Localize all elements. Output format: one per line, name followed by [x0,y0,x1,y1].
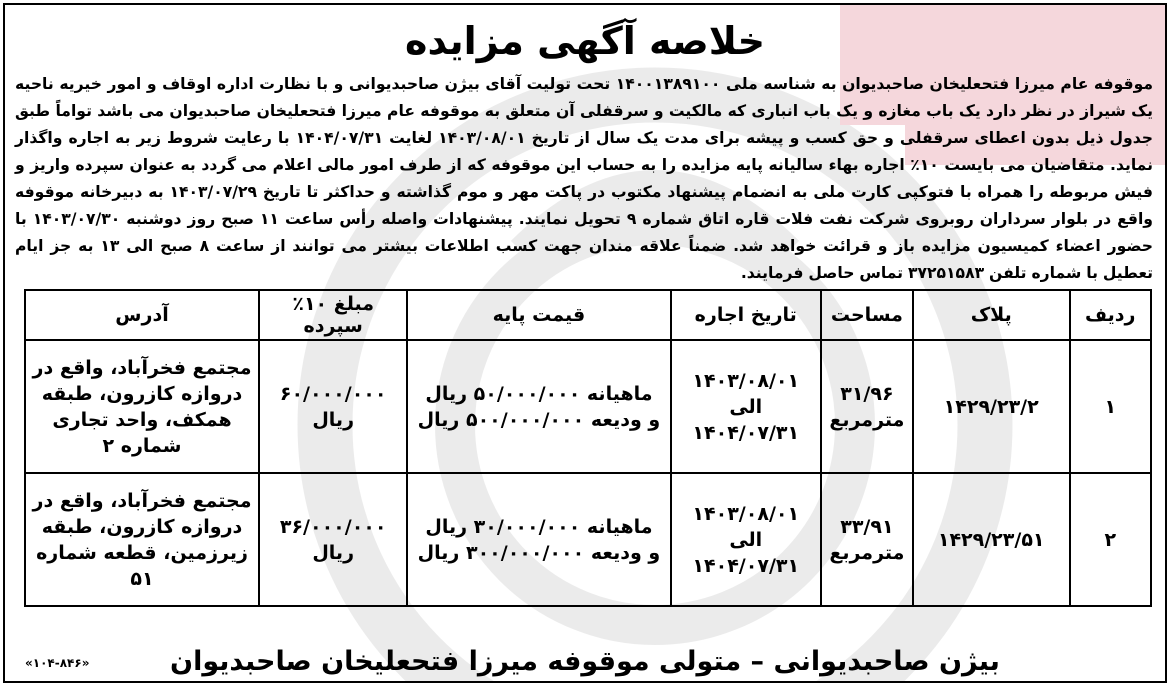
cell-address: مجتمع فخرآباد، واقع در دروازه کازرون، طبقه همکف، واحد تجاری شماره ۲ [25,340,259,473]
header-plate: پلاک [913,290,1070,340]
date-separator: الی [729,528,763,551]
ad-title: خلاصه آگهی مزایده [405,19,765,63]
header-lease-date: تاریخ اجاره [671,290,821,340]
cell-base-price [407,340,670,473]
cell-row-number: ۱ [1070,340,1151,473]
deposit-unit: ریال [312,408,355,431]
cell-base-price [407,473,670,606]
area-unit: مترمربع [829,408,905,431]
cell-address: مجتمع فخرآباد، واقع در دروازه کازرون، طبقه زیرزمین، قطعه شماره ۵۱ [25,473,259,606]
date-to: ۱۴۰۴/۰۷/۳۱ [692,554,800,577]
price-deposit: و ودیعه ۳۰۰/۰۰۰/۰۰۰ ریال [417,541,661,564]
deposit-amount: ۶۰/۰۰۰/۰۰۰ [279,382,387,405]
date-separator: الی [729,395,763,418]
deposit-amount: ۳۶/۰۰۰/۰۰۰ [279,515,387,538]
price-monthly: ماهیانه ۳۰/۰۰۰/۰۰۰ ریال [425,515,653,538]
table-row [25,340,1151,473]
ad-code: «۱۰۴-۸۴۶» [25,656,90,670]
date-to: ۱۴۰۴/۰۷/۳۱ [692,421,800,444]
cell-area [821,340,913,473]
header-area: مساحت [821,290,913,340]
table-header-row [25,290,1151,340]
header-deposit: مبلغ ۱۰٪ سپرده [259,290,407,340]
price-monthly: ماهیانه ۵۰/۰۰۰/۰۰۰ ریال [425,382,653,405]
ad-frame [3,3,1167,683]
cell-lease-date [671,473,821,606]
ad-signature: بیژن صاحبدیوانی – متولی موقوفه میرزا فتحعلیخان صاحبدیوان [170,646,1000,677]
cell-plate: ۱۴۲۹/۲۳/۲ [913,340,1070,473]
area-value: ۳۱/۹۶ [840,382,894,405]
date-from: ۱۴۰۳/۰۸/۰۱ [692,502,800,525]
area-value: ۳۳/۹۱ [840,515,894,538]
cell-lease-date [671,340,821,473]
deposit-unit: ریال [312,541,355,564]
table-row [25,473,1151,606]
auction-table [24,289,1152,607]
header-row-number: ردیف [1070,290,1151,340]
cell-deposit [259,340,407,473]
cell-area [821,473,913,606]
cell-deposit [259,473,407,606]
cell-plate: ۱۴۲۹/۲۳/۵۱ [913,473,1070,606]
date-from: ۱۴۰۳/۰۸/۰۱ [692,369,800,392]
header-base-price: قیمت پایه [407,290,670,340]
area-unit: مترمربع [829,541,905,564]
cell-row-number: ۲ [1070,473,1151,606]
ad-body-text: موقوفه عام میرزا فتحعلیخان صاحبدیوان به شناسه ملی ۱۴۰۰۱۳۸۹۱۰۰ تحت تولیت آقای بیژن صاحبدیوانی و با نظارت اداره اوقاف و امور خیریه ناحیه یک شیراز در نظر دارد یک باب مغازه و یک باب انباری که مالکیت و سرقفلی آن متعلق به موقوفه عام میرزا فتحعلیخان صاحبدیوان می باشد تواماً طبق جدول ذیل بدون اعطای سرقفلی و حق کسب و پیشه برای مدت یک سال از تاریخ ۱۴۰۳/۰۸/۰۱ لغایت ۱۴۰۴/۰۷/۳۱ با رعایت شروط زیر به اجاره واگذار نماید. متقاضیان می بایست ۱۰٪ اجاره بهاء سالیانه پایه مزایده را به حساب این موقوفه که از طرف امور مالی اعلام می گردد به عنوان سپرده واریز و فیش مربوطه را همراه با فتوکپی کارت ملی به انضمام پیشنهاد مکتوب در پاکت مهر و موم گذاشته و حداکثر تا تاریخ ۱۴۰۳/۰۷/۲۹ به دبیرخانه موقوفه واقع در بلوار سرداران روبروی شرکت نفت فلات قاره اتاق شماره ۹ تحویل نمایند. پیشنهادات واصله رأس ساعت ۱۱ صبح روز دوشنبه ۱۴۰۳/۰۷/۳۰ با حضور اعضاء کمیسیون مزایده باز و قرائت خواهد شد. ضمناً علاقه مندان جهت کسب اطلاعات بیشتر می توانند از ساعت ۸ صبح الی ۱۳ به جز ایام تعطیل با شماره تلفن ۳۷۲۵۱۵۸۳ تماس حاصل فرمایند. [15,75,1153,282]
price-deposit: و ودیعه ۵۰۰/۰۰۰/۰۰۰ ریال [417,408,661,431]
header-address: آدرس [25,290,259,340]
